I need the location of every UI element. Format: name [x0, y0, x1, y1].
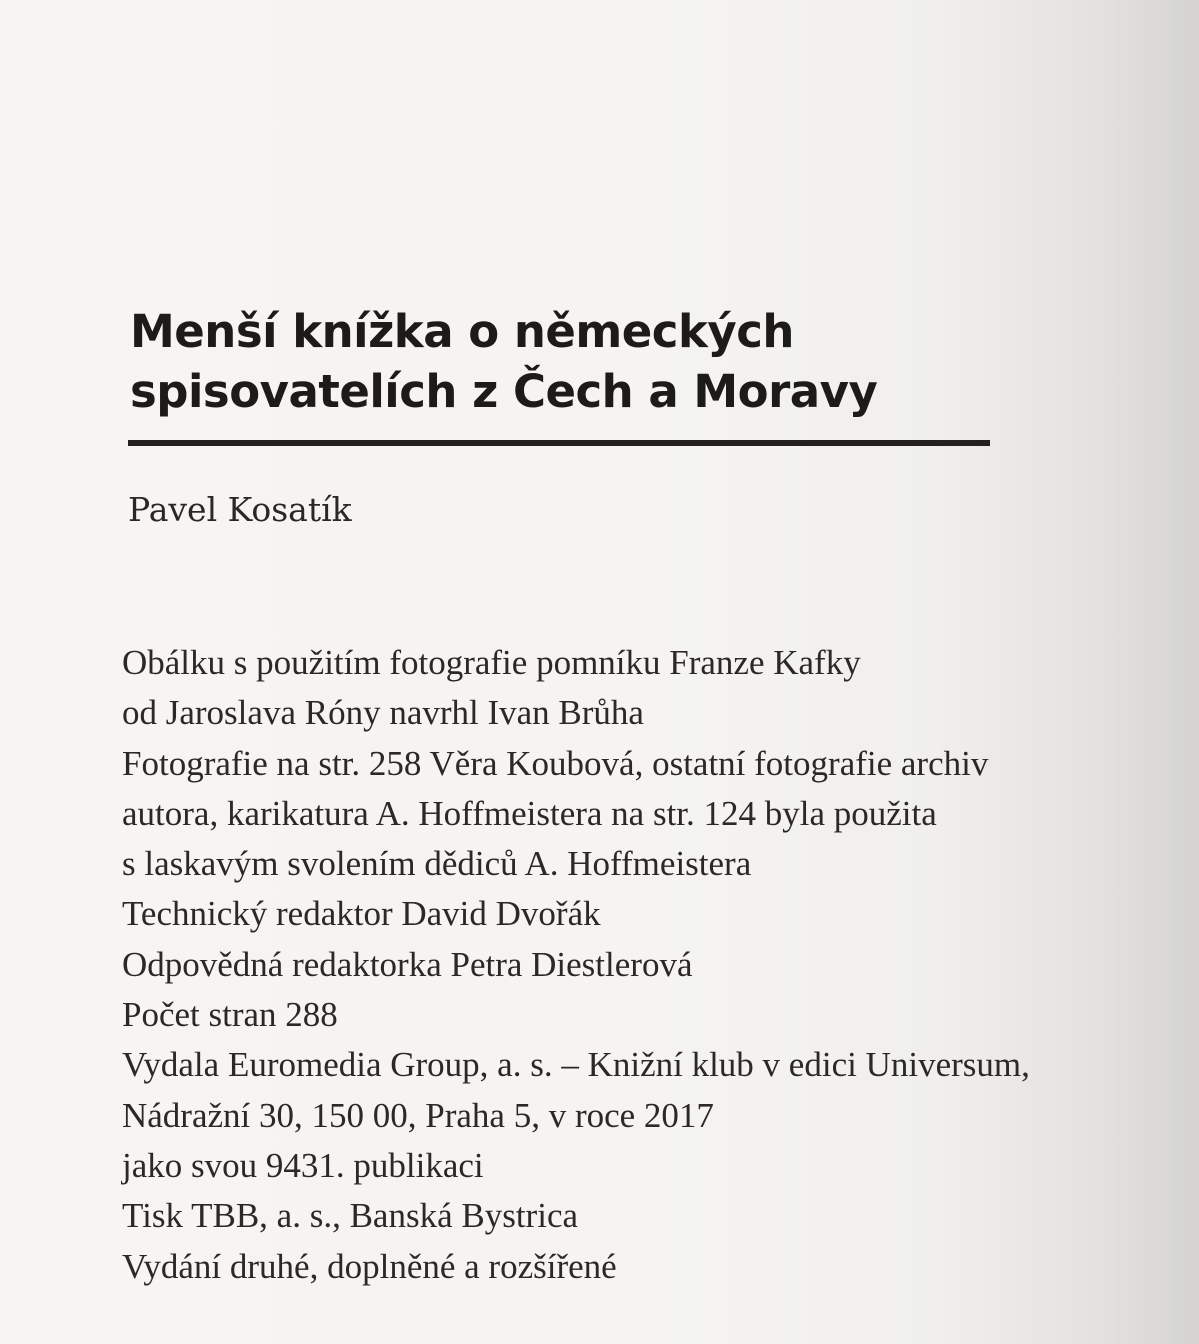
colophon-line: Obálku s použitím fotografie pomníku Franze Kafky	[122, 643, 861, 682]
colophon-line: autora, karikatura A. Hoffmeistera na str. 124 byla použita	[122, 793, 937, 833]
colophon-line: s laskavým svolením dědiců A. Hoffmeistera	[122, 844, 752, 884]
colophon-line: Nádražní 30, 150 00, Praha 5, v roce 2017	[122, 1095, 714, 1135]
author-name: Pavel Kosatík	[128, 490, 352, 529]
colophon-line: Počet stran 288	[122, 995, 338, 1035]
colophon-line: Tisk TBB, a. s., Banská Bystrica	[122, 1196, 579, 1236]
colophon-line: od Jaroslava Róny navrhl Ivan Brůha	[122, 693, 644, 733]
colophon-line: Vydala Euromedia Group, a. s. – Knižní klub v edici Universum,	[122, 1045, 1030, 1085]
colophon-line: Odpovědná redaktorka Petra Diestlerová	[122, 944, 693, 984]
colophon	[122, 638, 1182, 1292]
book-title	[130, 302, 990, 422]
colophon-line: Technický redaktor David Dvořák	[122, 894, 601, 934]
title-line-2: spisovatelích z Čech a Moravy	[130, 365, 878, 418]
colophon-line: jako svou 9431. publikaci	[122, 1145, 484, 1185]
colophon-line: Fotografie na str. 258 Věra Koubová, ostatní fotografie archiv	[122, 743, 989, 783]
title-line-1: Menší knížka o německých	[130, 305, 794, 358]
title-underline-rule	[128, 440, 990, 446]
colophon-line: Vydání druhé, doplněné a rozšířené	[122, 1246, 617, 1286]
